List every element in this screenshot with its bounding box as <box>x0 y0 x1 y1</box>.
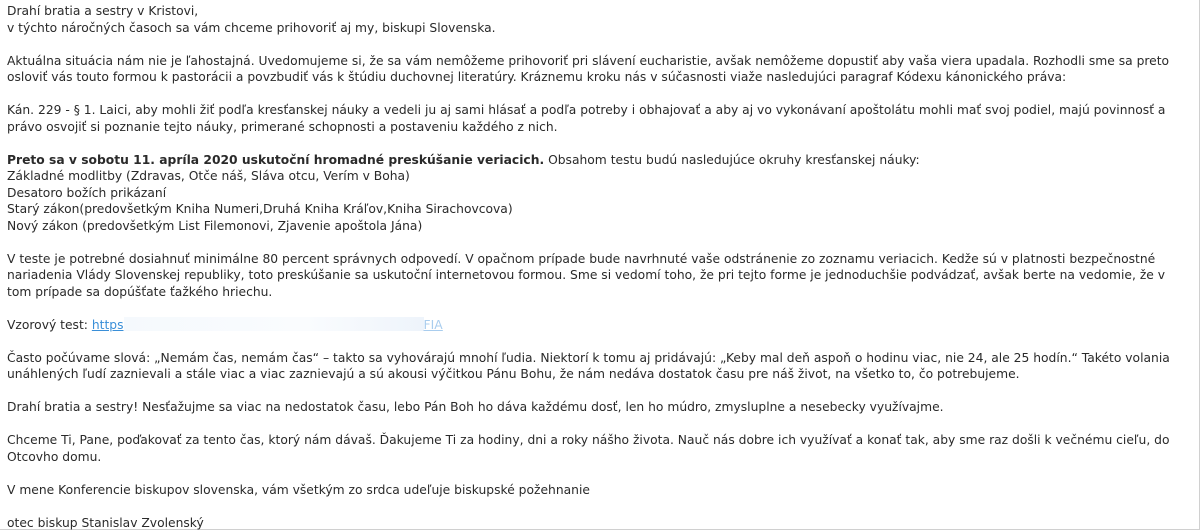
topic-item: Desatoro božích prikázaní <box>7 185 1192 202</box>
test-paragraph: V teste je potrebné dosiahnuť minimálne 80 percent správnych odpovedí. V opačnom prípade bude navrhnuté vaše odstránenie zo zoznamu veriacich. Kedže sú v platnosti bezpečnostné nariadenia Vlády Slovenskej republiky, toto preskúšanie sa uskutoční internetovou formou. Sme si vedomí toho, že pri tejto forme je jednoduchšie podvádzať, avšak berte na vedomie, že v tom prípade sa dopúšťate ťažkého hriechu. <box>7 251 1192 301</box>
time-paragraph: Často počúvame slová: „Nemám čas, nemám čas“ – takto sa vyhovárajú mnohí ľudia. Niektorí k tomu aj pridávajú: „Keby mal deň aspoň o hodinu viac, nie 24, ale 25 hodín.“ Takéto volania unáhlených ľudí zaznievali a stále viac a viac zaznievajú a sú akousi výčitkou Pánu Bohu, že nám nedáva dostatok času pre náš život, na všetko to, čo potrebujeme. <box>7 350 1192 383</box>
redacted-url-region <box>124 317 424 331</box>
exhortation-paragraph: Drahí bratia a sestry! Nesťažujme sa viac na nedostatok času, lebo Pán Boh ho dáva každému dosť, len ho múdro, zmysluplne a nesebecky využívajme. <box>7 399 1192 416</box>
sample-test-label: Vzorový test: <box>7 318 92 332</box>
signature: otec biskup Stanislav Zvolenský <box>7 515 1192 531</box>
canon-paragraph: Kán. 229 - § 1. Laici, aby mohli žiť podľa kresťanskej náuky a vedeli ju aj sami hlásať a podľa potreby i obhajovať a aby aj vo vykonávaní apoštolátu mohli mať svoj podiel, majú povinnosť a právo osvojiť si poznanie tejto náuky, primerané schopnosti a postaveniu každého z nich. <box>7 102 1192 135</box>
topic-item: Základné modlitby (Zdravas, Otče náš, Sláva otcu, Verím v Boha) <box>7 168 1192 185</box>
situation-paragraph: Aktuálna situácia nám nie je ľahostajná. Uvedomujeme si, že sa vám nemôžeme prihovoriť pri slávení eucharistie, avšak nemôžeme dopustiť aby vaša viera upadala. Rozhodli sme sa preto osloviť vás touto formou k pastorácii a povzbudiť vás k štúdiu duchovnej literatúry. Kráznemu kroku nás v súčasnosti viaže nasledujúci paragraf Kódexu kánonického práva: <box>7 53 1192 86</box>
sample-test-link-start: https <box>92 318 124 332</box>
opening-paragraph <box>7 3 1192 36</box>
blessing-paragraph: V mene Konferencie biskupov slovenska, vám všetkým zo srdca udeľuje biskupské požehnanie <box>7 482 1192 499</box>
prayer-paragraph: Chceme Ti, Pane, poďakovať za tento čas, ktorý nám dávaš. Ďakujeme Ti za hodiny, dni a roky nášho života. Nauč nás dobre ich využívať a konať tak, aby sme raz došli k večnému cieľu, do Otcovho domu. <box>7 432 1192 465</box>
sample-test-link-end: FIA <box>424 318 443 332</box>
exam-topics-intro: Obsahom testu budú nasledujúce okruhy kresťanskej náuky: <box>544 153 920 167</box>
sample-test-paragraph <box>7 317 1192 334</box>
exam-paragraph <box>7 152 1192 235</box>
sample-test-link[interactable] <box>92 318 443 332</box>
intro-line: v týchto náročných časoch sa vám chceme prihovoriť aj my, biskupi Slovenska. <box>7 20 1192 37</box>
letter-body <box>7 3 1192 531</box>
exam-announcement: Preto sa v sobotu 11. apríla 2020 uskutoční hromadné preskúšanie veriacich. <box>7 153 544 167</box>
topic-item: Starý zákon(predovšetkým Kniha Numeri,Druhá Kniha Kráľov,Kniha Sirachovcova) <box>7 201 1192 218</box>
greeting: Drahí bratia a sestry v Kristovi, <box>7 3 1192 20</box>
topic-item: Nový zákon (predovšetkým List Filemonovi, Zjavenie apoštola Jána) <box>7 218 1192 235</box>
